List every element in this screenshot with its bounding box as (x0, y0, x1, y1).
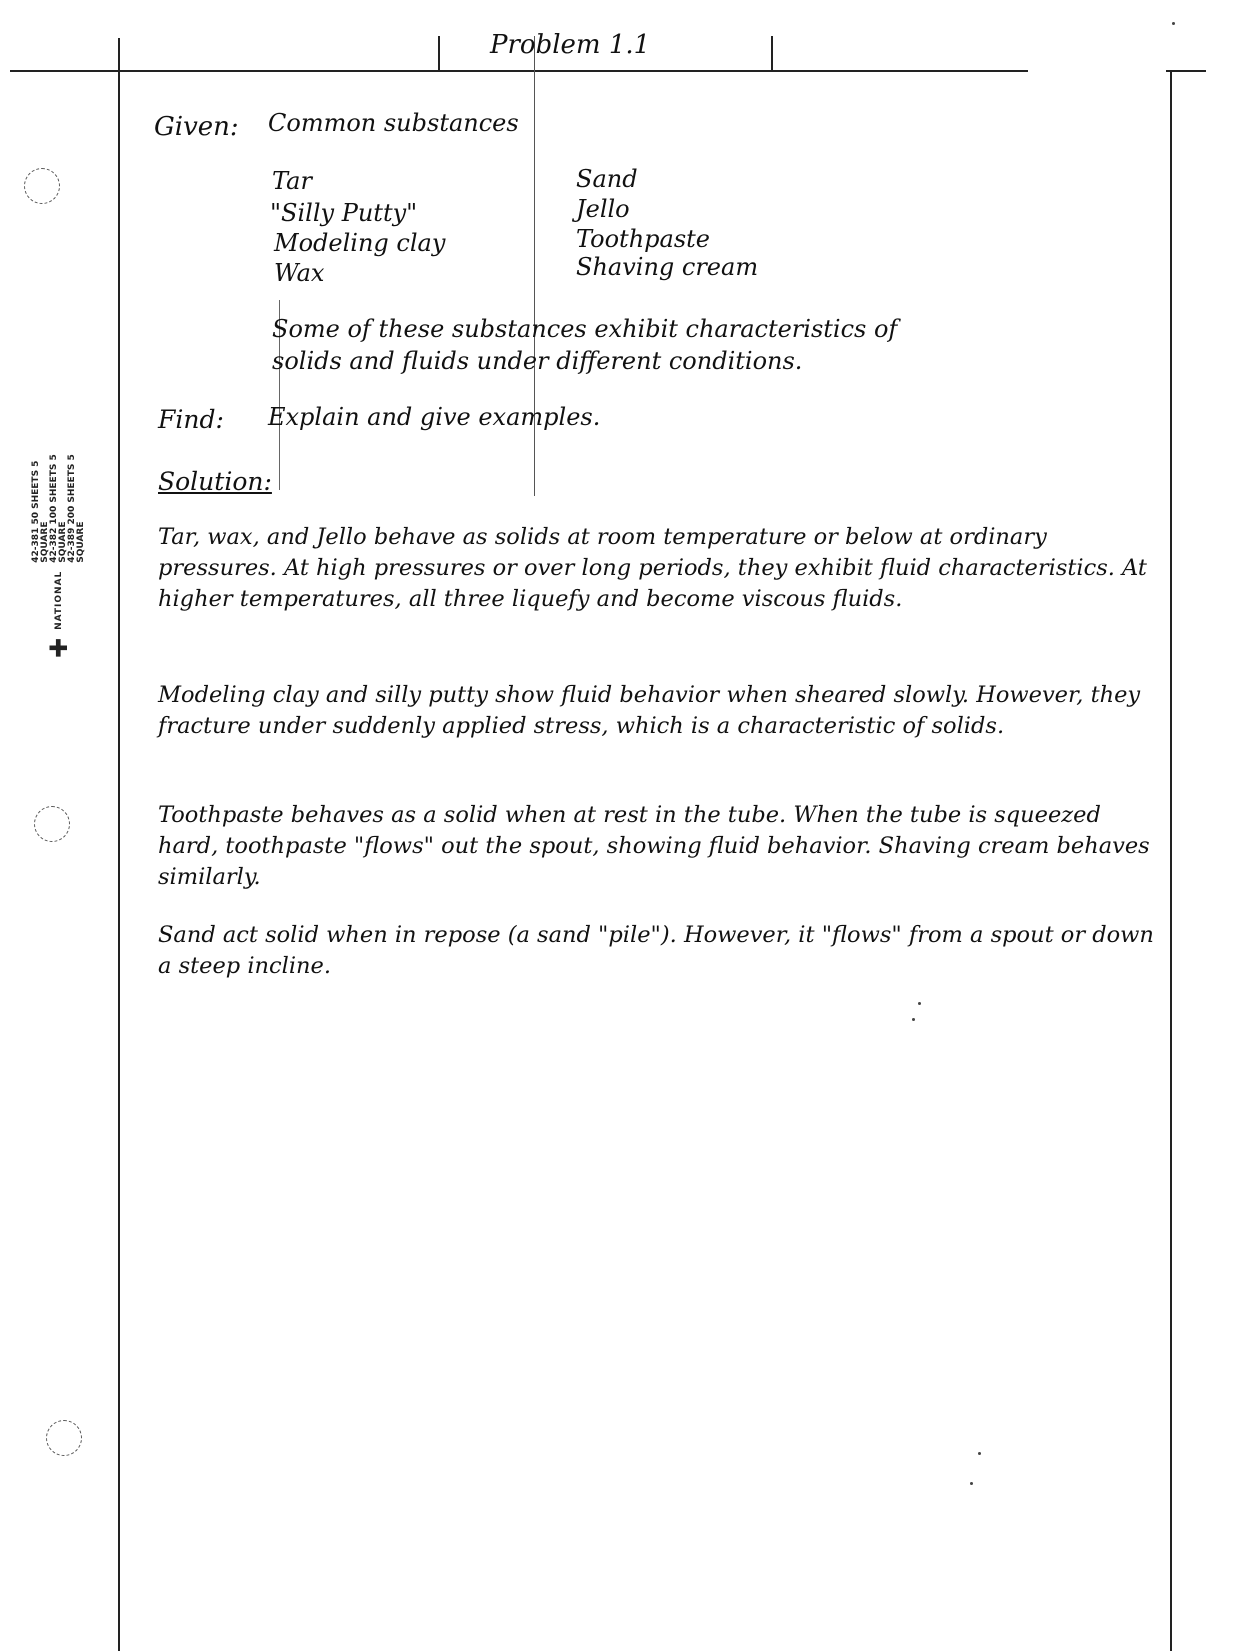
paper-brand-imprint (31, 418, 86, 658)
binder-hole-bottom (46, 1420, 82, 1456)
substance-right: Sand (576, 165, 638, 193)
given-label: Given: (154, 112, 239, 142)
sheet-code-line: 42-382 100 SHEETS 5 SQUARE (49, 454, 68, 563)
given-note-line: solids and fluids under different conditions. (272, 347, 803, 375)
page-title: Problem 1.1 (490, 30, 651, 60)
scan-speck (978, 1452, 981, 1455)
top-rule-line-right (1166, 70, 1206, 72)
sheet-code-line: 42-389 200 SHEETS 5 SQUARE (67, 454, 86, 563)
brand-name: NATIONAL (54, 570, 64, 630)
solution-paragraph: Toothpaste behaves as a solid when at rest in the tube. When the tube is squeezed hard, toothpaste "flows" out the spout, showing fluid behavior. Shaving cream behaves similarly. (158, 802, 1150, 890)
top-rule-line (10, 70, 1028, 72)
title-divider-right (771, 36, 773, 72)
solution-paragraph: Sand act solid when in repose (a sand "pile"). However, it "flows" from a spout or down a steep incline. (158, 922, 1154, 979)
scan-speck (912, 1018, 915, 1021)
binder-hole-top (24, 168, 60, 204)
find-label: Find: (158, 405, 224, 434)
find-text: Explain and give examples. (268, 403, 601, 431)
brand-logo-icon: ✚ (45, 637, 73, 658)
substance-right: Toothpaste (576, 225, 710, 253)
title-divider-left (438, 36, 440, 72)
substance-left: Tar (272, 167, 312, 195)
given-intro: Common substances (268, 109, 519, 137)
sheet-codes (32, 418, 86, 563)
substance-left: Modeling clay (274, 229, 446, 257)
right-margin-line (1170, 70, 1172, 1651)
solution-paragraph: Tar, wax, and Jello behave as solids at room temperature or below at ordinary pressures. At high pressures or over long periods, they exhibit fluid characteristics. At higher temperatures, all three liquefy and become viscous fluids. (158, 524, 1147, 612)
substance-left: "Silly Putty" (270, 199, 418, 227)
scan-speck (970, 1482, 973, 1485)
substance-left: Wax (274, 259, 325, 287)
scan-speck (1172, 22, 1175, 25)
left-margin-line (118, 38, 120, 1651)
substance-right: Shaving cream (576, 253, 759, 281)
sheet-code-line: 42-381 50 SHEETS 5 SQUARE (31, 460, 50, 563)
scan-speck (918, 1002, 921, 1005)
binder-hole-middle (34, 806, 70, 842)
substance-right: Jello (576, 195, 630, 223)
given-note-line: Some of these substances exhibit characteristics of (272, 315, 898, 343)
solution-label: Solution: (158, 467, 272, 496)
solution-paragraph: Modeling clay and silly putty show fluid behavior when sheared slowly. However, they fracture under suddenly applied stress, which is a characteristic of solids. (158, 682, 1141, 739)
